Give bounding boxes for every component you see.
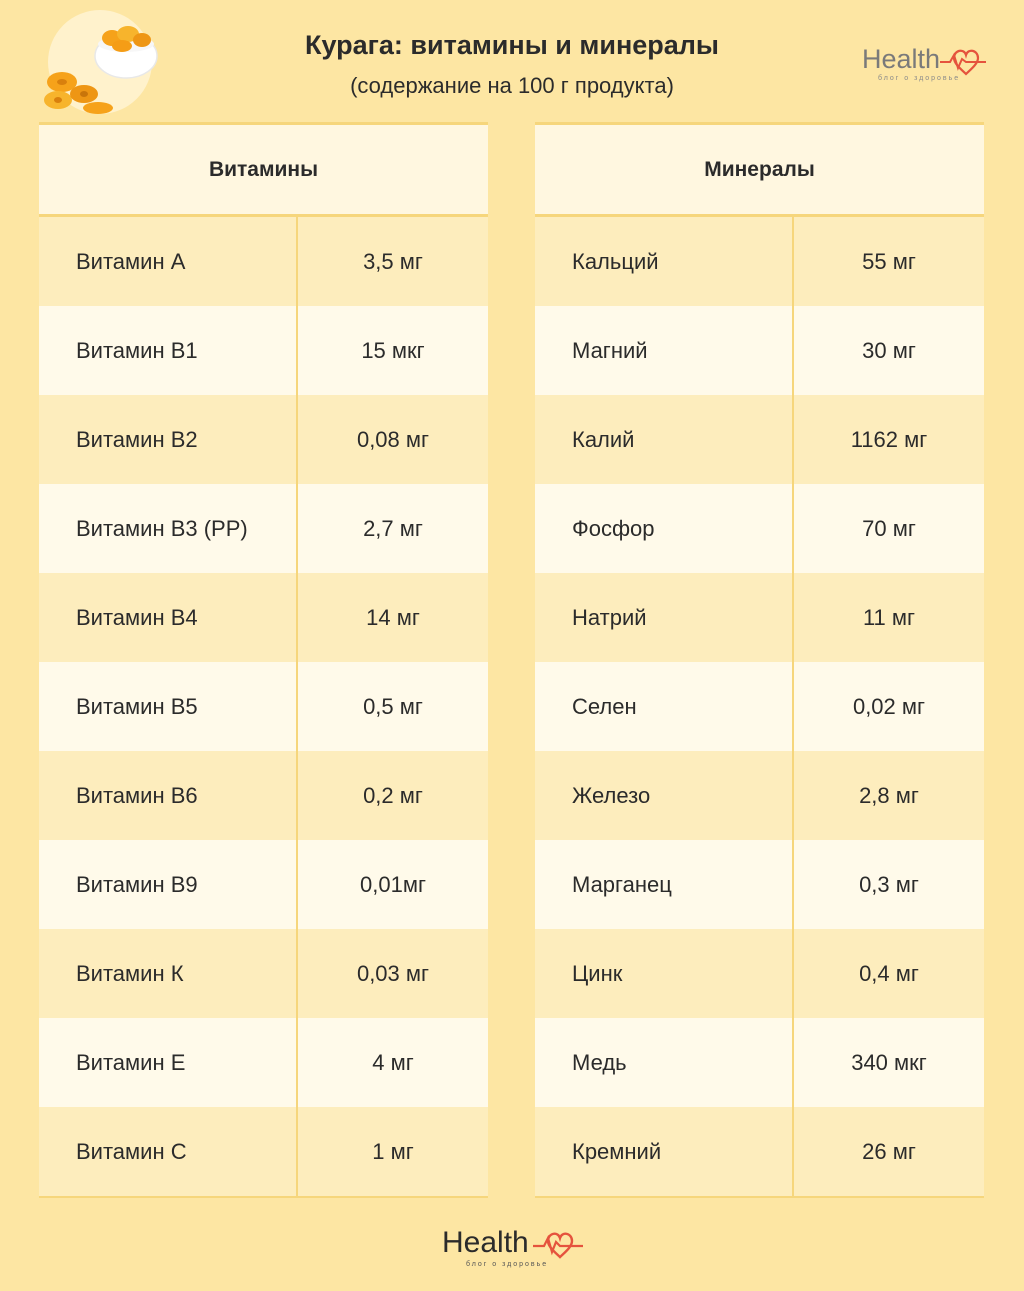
mineral-name: Калий <box>535 395 794 484</box>
table-row <box>39 217 488 306</box>
table-row <box>39 484 488 573</box>
page-title: Курага: витамины и минералы <box>305 30 719 60</box>
vitamin-value: 1 мг <box>372 1138 414 1164</box>
table-row <box>535 573 984 662</box>
mineral-value: 0,02 мг <box>852 693 926 719</box>
vitamin-name: Витамин В1 <box>39 306 298 395</box>
mineral-value: 1162 мг <box>850 426 928 452</box>
table-row <box>535 929 984 1018</box>
table-row <box>535 217 984 306</box>
vitamins-table <box>39 122 488 1198</box>
mineral-value: 70 мг <box>862 515 916 541</box>
vitamin-name: Витамин А <box>39 217 298 306</box>
vitamin-name: Витамин В5 <box>39 662 298 751</box>
mineral-value: 2,8 мг <box>859 782 919 808</box>
table-row <box>39 751 488 840</box>
mineral-value: 340 мкг <box>851 1049 927 1075</box>
vitamin-name: Витамин В9 <box>39 840 298 929</box>
table-row <box>535 395 984 484</box>
table-row <box>535 484 984 573</box>
heart-pulse-icon <box>858 40 988 90</box>
vitamin-name: Витамин К <box>39 929 298 1018</box>
mineral-name: Марганец <box>535 840 794 929</box>
table-row <box>39 573 488 662</box>
mineral-name: Магний <box>535 306 794 395</box>
vitamin-value: 3,5 мг <box>363 248 423 274</box>
table-row <box>39 395 488 484</box>
table-row <box>535 1018 984 1107</box>
healthok-logo-footer <box>440 1222 585 1272</box>
logo-tagline: блог о здоровье <box>878 75 961 82</box>
vitamin-value: 4 мг <box>372 1049 414 1075</box>
vitamin-name: Витамин Е <box>39 1018 298 1107</box>
minerals-header: Минералы <box>535 125 984 217</box>
vitamin-value: 0,08 мг <box>356 426 430 452</box>
mineral-name: Медь <box>535 1018 794 1107</box>
table-row <box>39 306 488 395</box>
minerals-table <box>535 122 984 1198</box>
logo-tagline-footer: блог о здоровье <box>466 1261 549 1268</box>
mineral-name: Железо <box>535 751 794 840</box>
vitamin-name: Витамин В2 <box>39 395 298 484</box>
table-row <box>39 929 488 1018</box>
healthok-logo <box>858 40 988 90</box>
table-row <box>535 306 984 395</box>
table-row <box>39 1107 488 1196</box>
vitamin-name: Витамин С <box>39 1107 298 1196</box>
table-row <box>535 662 984 751</box>
vitamin-value: 14 мг <box>366 604 420 630</box>
vitamin-value: 0,01мг <box>360 871 426 897</box>
mineral-value: 0,4 мг <box>859 960 919 986</box>
header <box>0 0 1024 122</box>
table-row <box>39 1018 488 1107</box>
heart-pulse-icon <box>440 1222 585 1272</box>
vitamin-value: 0,03 мг <box>356 960 430 986</box>
vitamin-name: Витамин В4 <box>39 573 298 662</box>
logo-word-footer: Health <box>442 1226 529 1259</box>
mineral-value: 26 мг <box>862 1138 916 1164</box>
vitamin-value: 15 мкг <box>361 337 425 363</box>
vitamin-value: 2,7 мг <box>363 515 423 541</box>
table-row <box>535 1107 984 1196</box>
table-row <box>39 662 488 751</box>
mineral-value: 0,3 мг <box>859 871 919 897</box>
vitamins-header: Витамины <box>39 125 488 217</box>
dried-apricots-bowl-icon <box>40 10 160 115</box>
vitamin-name: Витамин В6 <box>39 751 298 840</box>
mineral-value: 55 мг <box>862 248 916 274</box>
page-subtitle: (содержание на 100 г продукта) <box>350 73 674 98</box>
mineral-name: Кальций <box>535 217 794 306</box>
vitamin-value: 0,2 мг <box>363 782 423 808</box>
mineral-name: Кремний <box>535 1107 794 1196</box>
logo-word: Health <box>862 44 941 74</box>
table-row <box>535 840 984 929</box>
table-row <box>535 751 984 840</box>
mineral-value: 30 мг <box>862 337 916 363</box>
mineral-name: Цинк <box>535 929 794 1018</box>
mineral-value: 11 мг <box>862 604 916 630</box>
mineral-name: Селен <box>535 662 794 751</box>
vitamin-value: 0,5 мг <box>363 693 423 719</box>
mineral-name: Фосфор <box>535 484 794 573</box>
vitamin-name: Витамин В3 (РР) <box>39 484 298 573</box>
table-row <box>39 840 488 929</box>
mineral-name: Натрий <box>535 573 794 662</box>
